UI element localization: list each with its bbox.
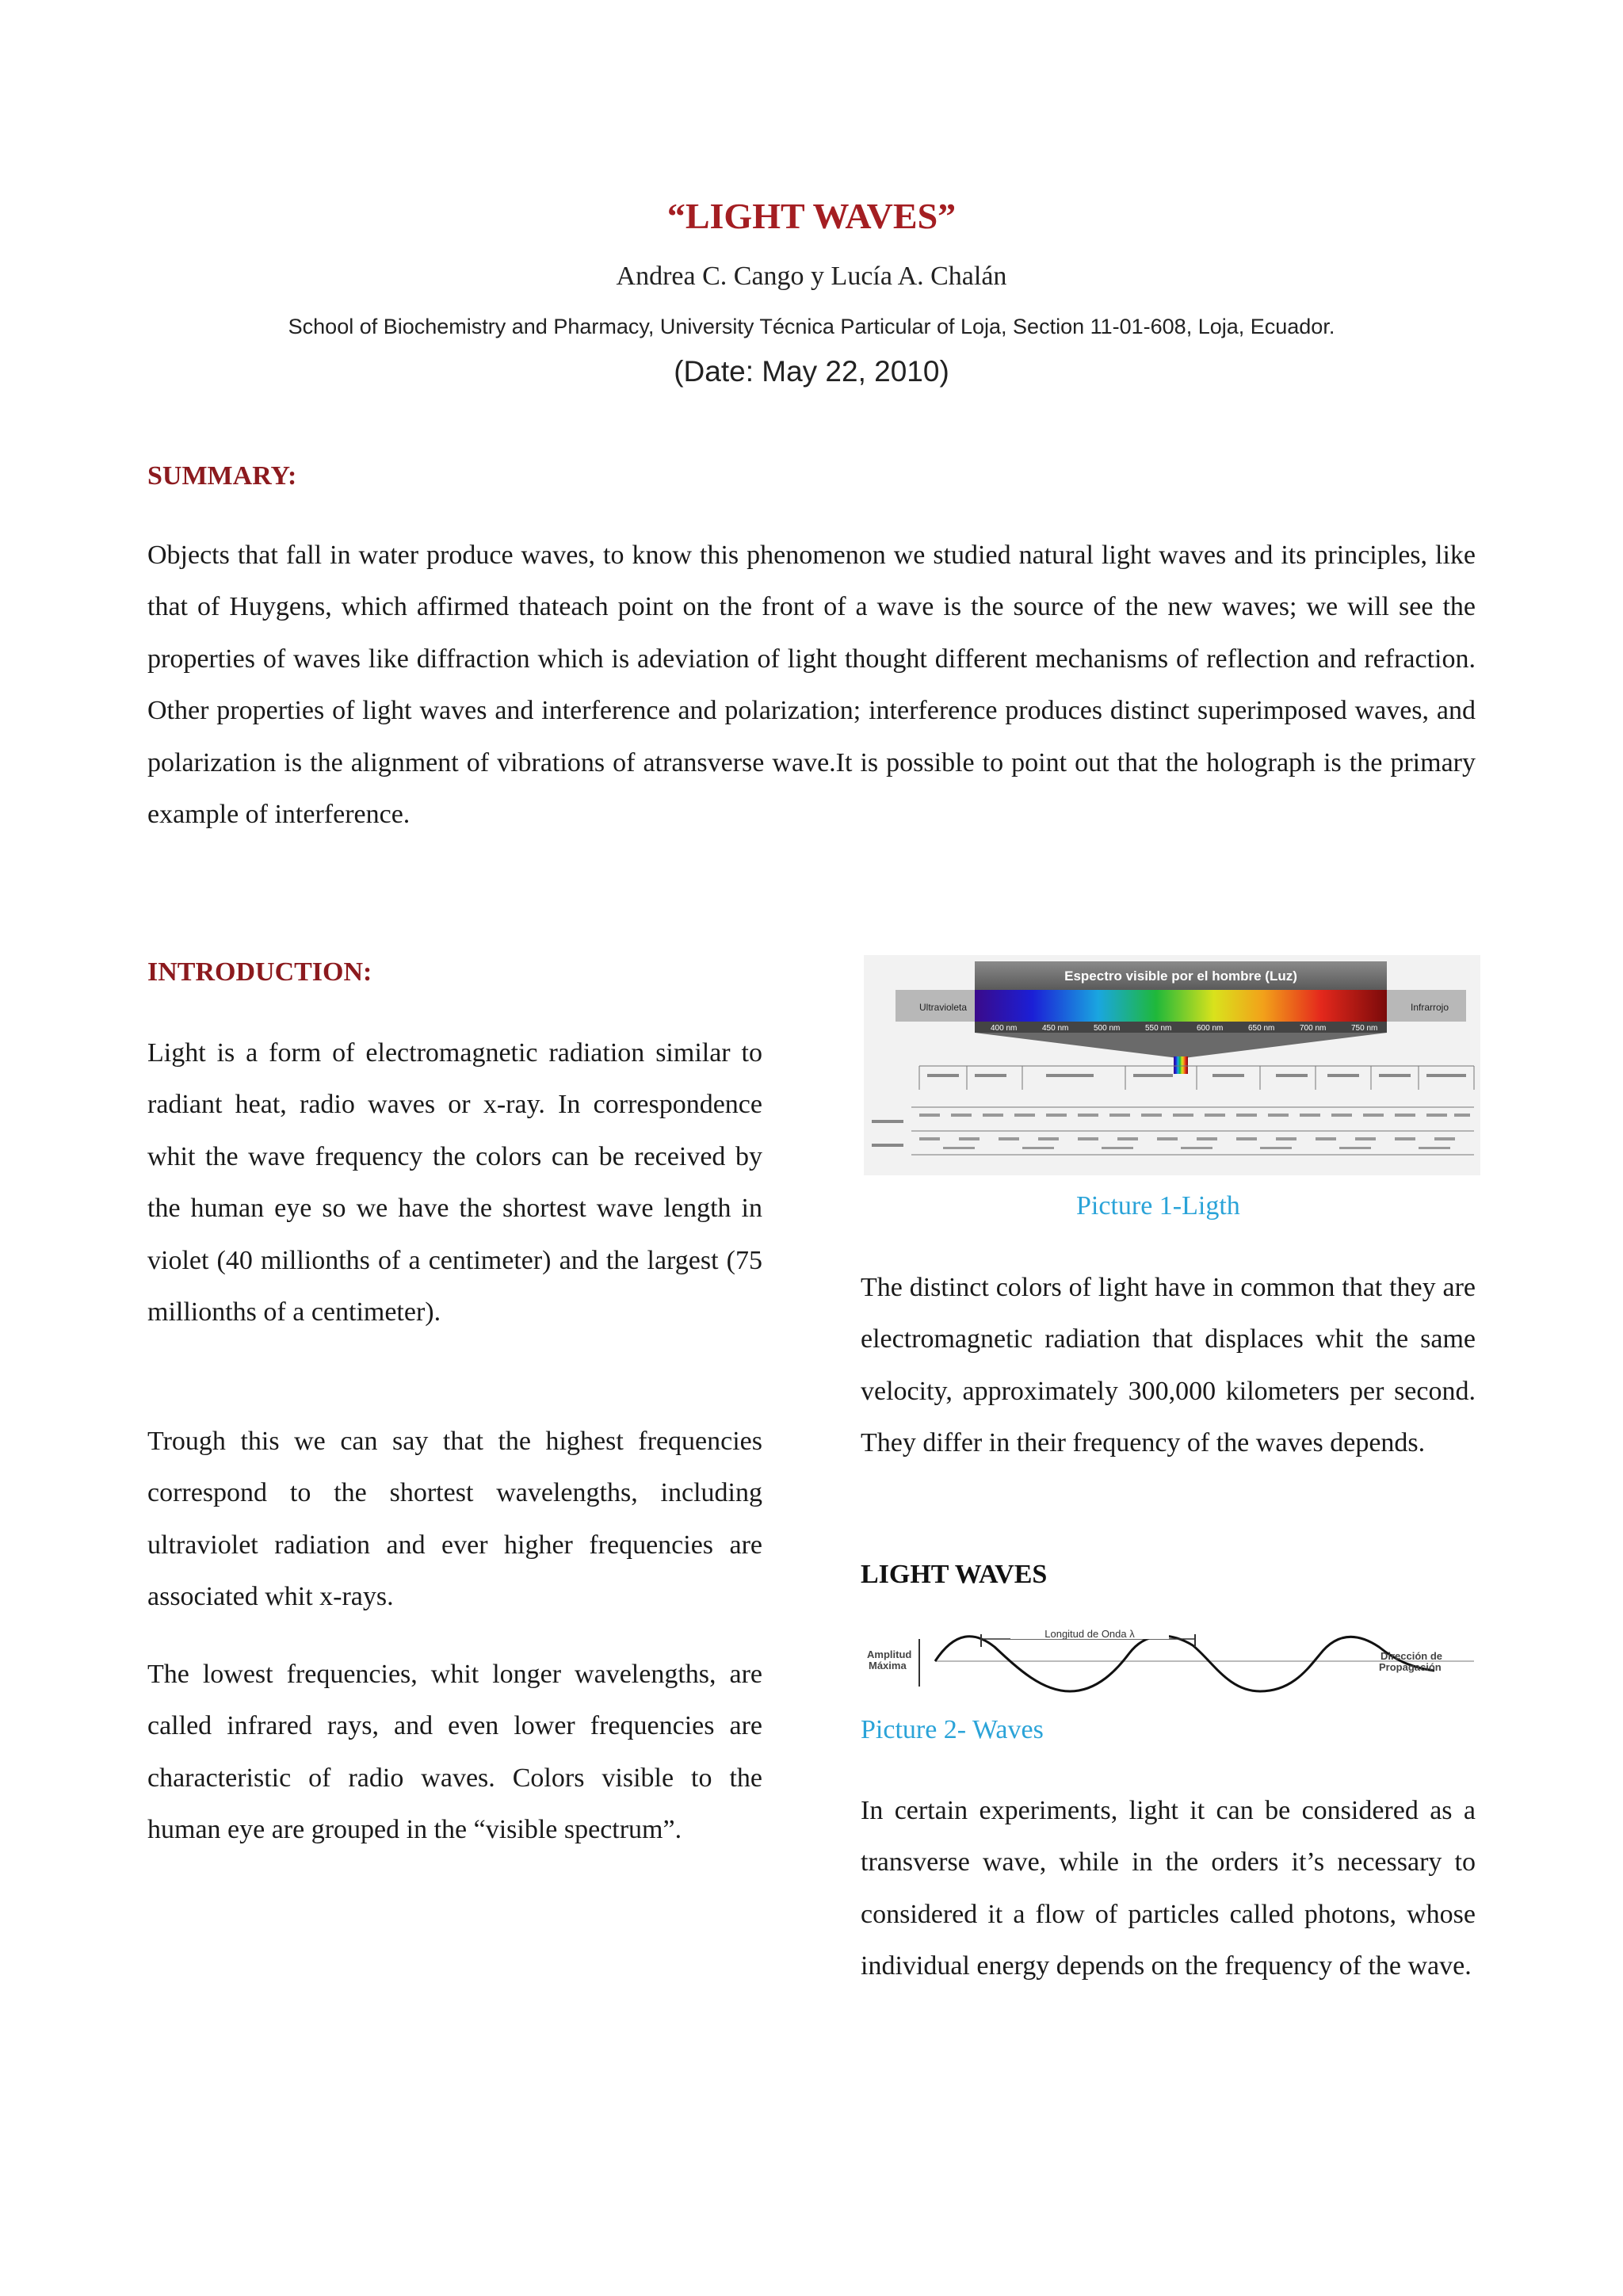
light-waves-heading: LIGHT WAVES <box>861 1560 1048 1589</box>
wave-diagram <box>864 1623 1474 1694</box>
nm-label-650: 650 nm <box>1248 1024 1275 1033</box>
nm-label-500: 500 nm <box>1094 1024 1121 1033</box>
intro-paragraph-1: Light is a form of electromagnetic radiation similar to radiant heat, radio waves or x-ray. In correspondence whit the wave frequency the colors can be received by the human eye so we have the shortest wave length in violet (40 millionths of a centimeter) and the largest (75 millionths of a centimeter). <box>147 1038 762 1328</box>
propagation-label-2: Propagación <box>1379 1661 1442 1673</box>
wavelength-label: Longitud de Onda λ <box>1044 1628 1135 1640</box>
affiliation: School of Biochemistry and Pharmacy, University Técnica Particular of Loja, Section 11-01-608, Loja, Ecuador. <box>288 315 1335 338</box>
intro-paragraph-3: The lowest frequencies, whit longer wavelengths, are called infrared rays, and even lower frequencies are characteristic of radio waves. Colors visible to the human eye are grouped in the “visible spectrum”. <box>147 1660 762 1845</box>
wave-figure <box>864 1623 1474 1694</box>
amplitude-label-2: Máxima <box>869 1660 907 1671</box>
figure2-caption: Picture 2- Waves <box>861 1715 1044 1744</box>
nm-label-400: 400 nm <box>991 1024 1018 1033</box>
paper-title: “LIGHT WAVES” <box>666 196 957 236</box>
infrared-label: Infrarrojo <box>1411 1002 1449 1013</box>
spectrum-diagram <box>864 955 1480 1175</box>
intro-paragraph-2: Trough this we can say that the highest frequencies correspond to the shortest wavelengths, including ultraviolet radiation and ever higher frequencies are associated whit x-rays. <box>147 1427 762 1612</box>
nm-label-550: 550 nm <box>1145 1024 1172 1033</box>
amplitude-label-1: Amplitud <box>867 1648 912 1660</box>
nm-label-600: 600 nm <box>1197 1024 1224 1033</box>
spectrum-figure <box>864 955 1480 1175</box>
nm-label-700: 700 nm <box>1300 1024 1327 1033</box>
introduction-heading: INTRODUCTION: <box>147 957 372 987</box>
propagation-label-1: Dirección de <box>1381 1650 1443 1662</box>
date: (Date: May 22, 2010) <box>674 355 949 388</box>
spectrum-banner: Espectro visible por el hombre (Luz) <box>1064 968 1297 984</box>
summary-text: Objects that fall in water produce waves, to know this phenomenon we studied natural light waves and its principles, like that of Huygens, which affirmed thateach point on the front of a wave is the source of the new waves; we will see the properties of waves like diffraction which is adeviation of light thought different mechanisms of reflection and refraction. Other properties of light waves and interference and polarization; interference produces distinct superimposed waves, and polarization is the alignment of vibrations of atransverse wave.It is possible to point out that the holograph is the primary example of interference. <box>147 541 1476 830</box>
summary-heading: SUMMARY: <box>147 461 297 491</box>
nm-label-450: 450 nm <box>1042 1024 1069 1033</box>
nm-label-750: 750 nm <box>1351 1024 1378 1033</box>
ultraviolet-label: Ultravioleta <box>919 1002 968 1013</box>
right-paragraph-2: In certain experiments, light it can be considered as a transverse wave, while in the orders it’s necessary to considered it a flow of particles called photons, whose individual energy depends on the frequency of the wave. <box>861 1796 1476 1981</box>
figure1-caption: Picture 1-Ligth <box>1076 1191 1240 1221</box>
right-paragraph-1: The distinct colors of light have in common that they are electromagnetic radiation that displaces whit the same velocity, approximately 300,000 kilometers per second. They differ in their frequency of the waves depends. <box>861 1273 1476 1458</box>
authors: Andrea C. Cango y Lucía A. Chalán <box>616 262 1007 291</box>
